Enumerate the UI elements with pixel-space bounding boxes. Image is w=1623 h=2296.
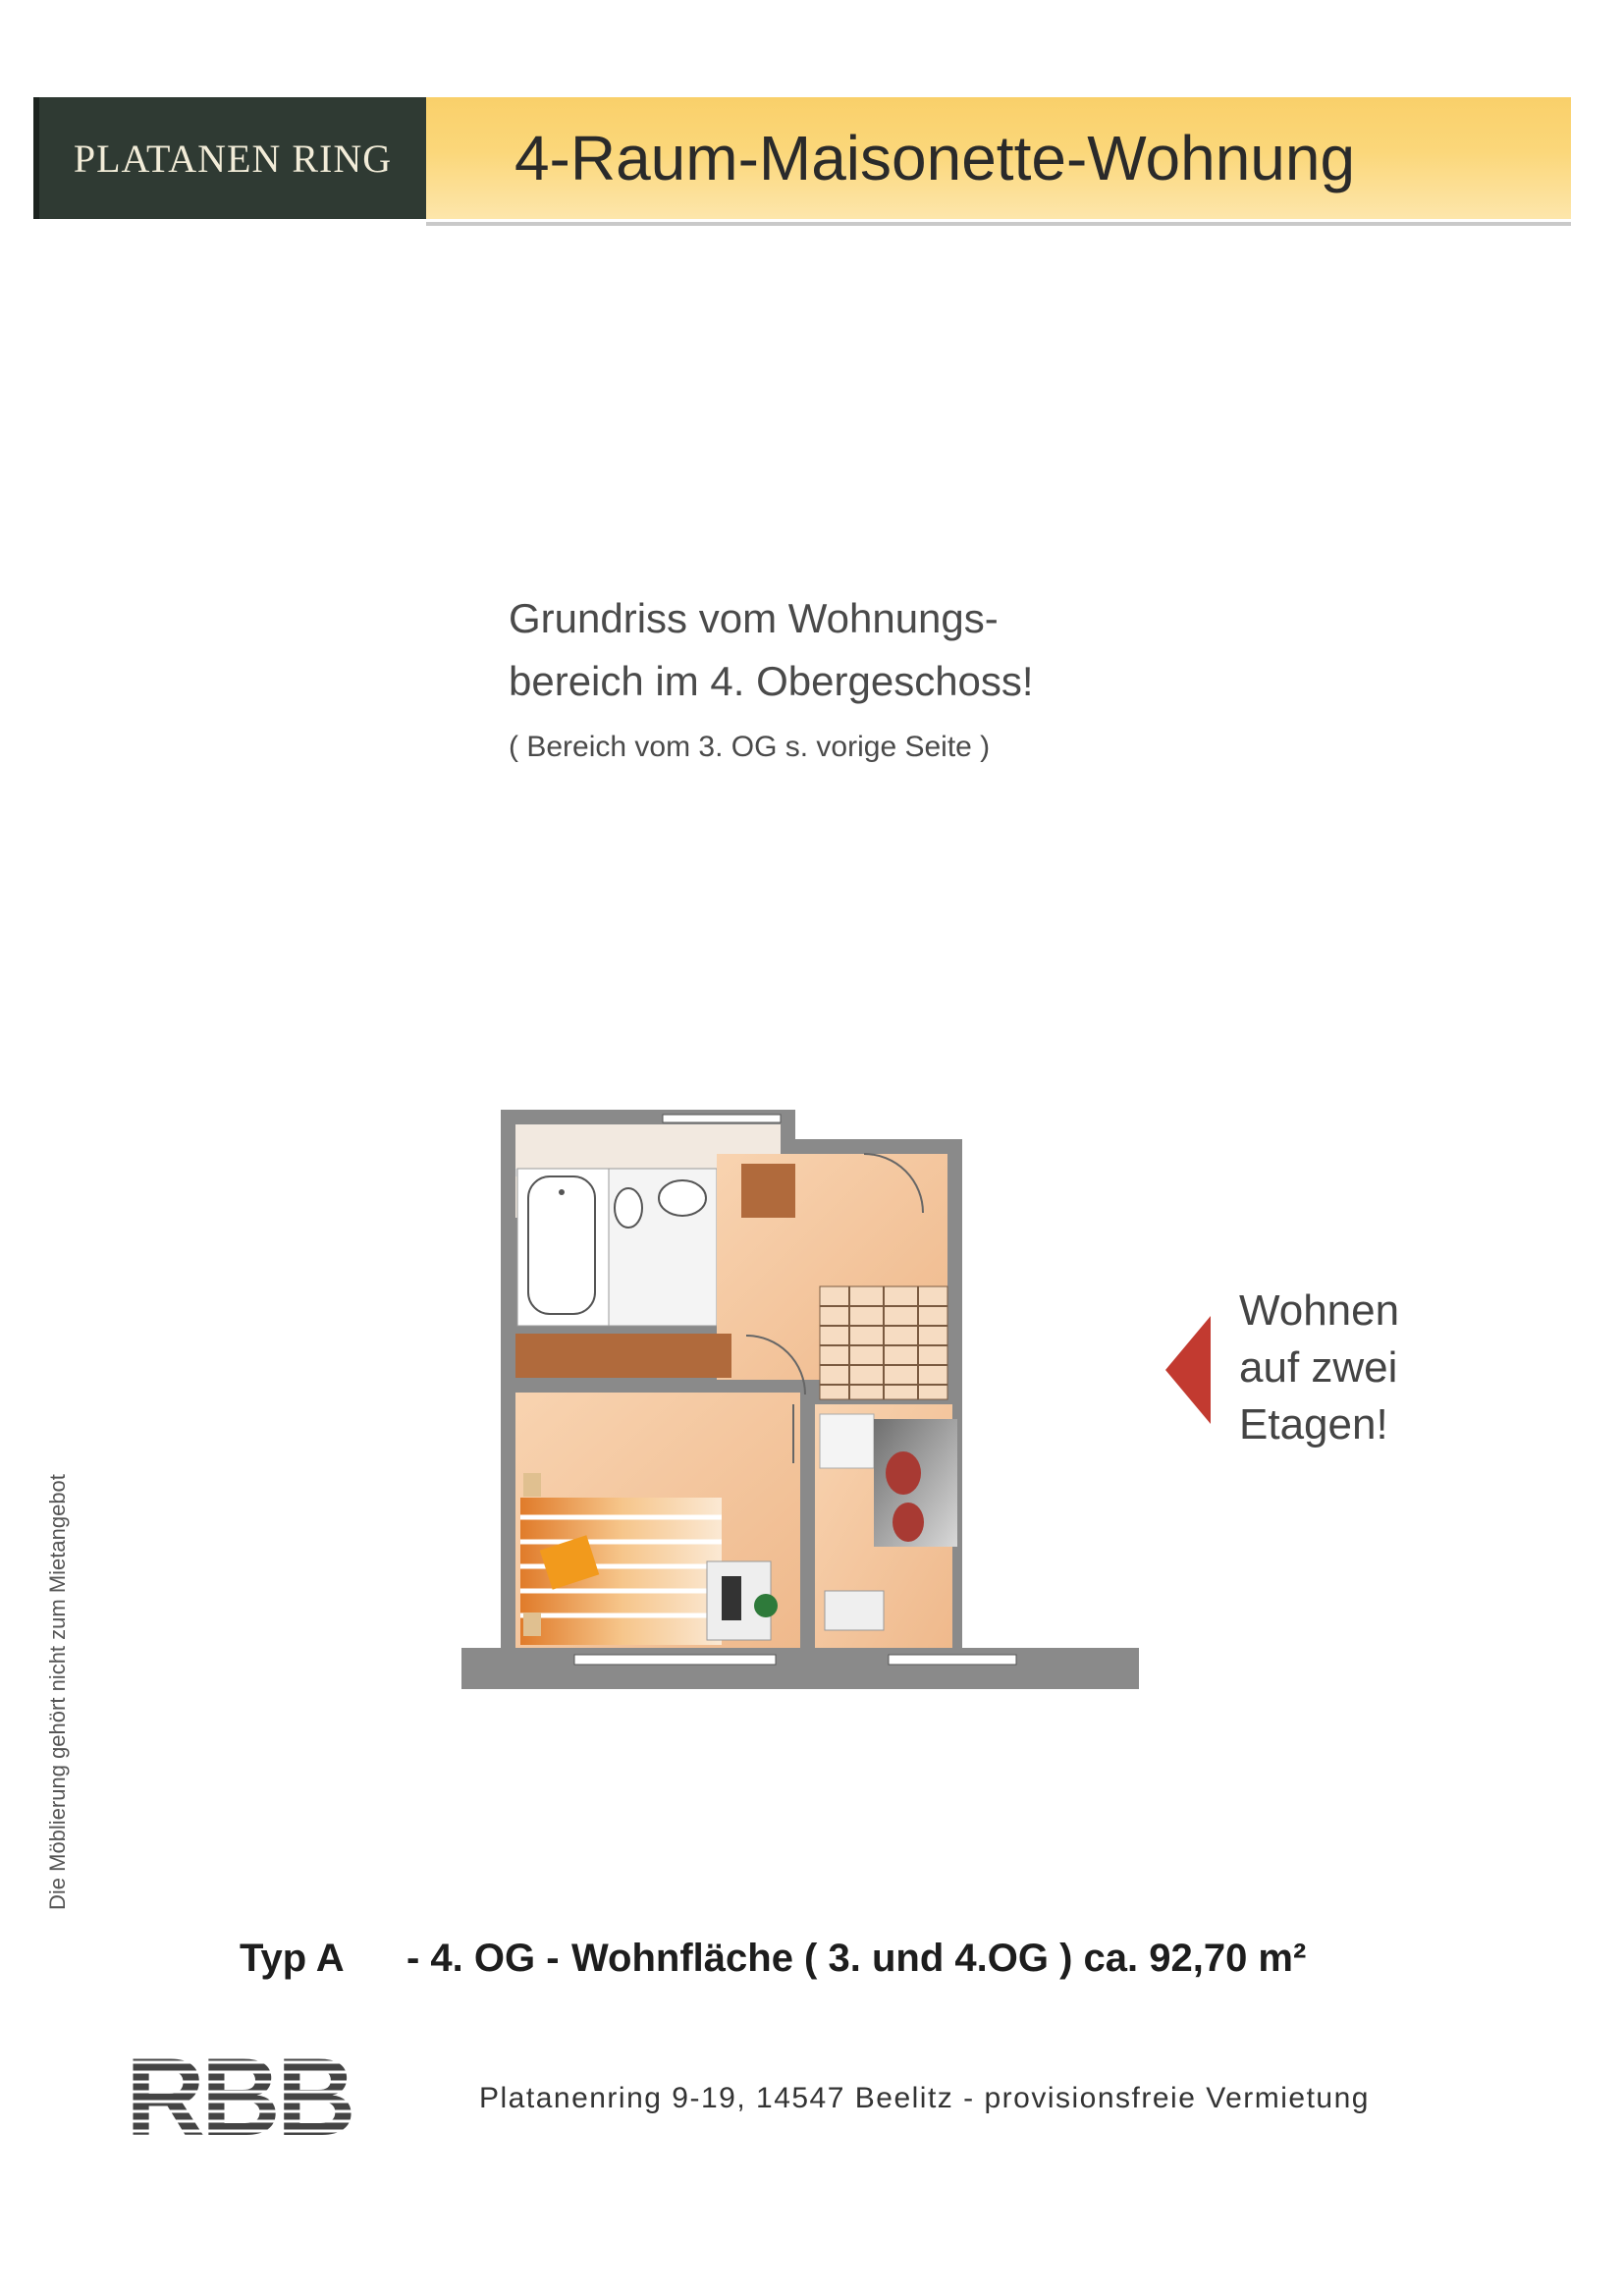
footer-address: Platanenring 9-19, 14547 Beelitz - provisionsfreie Vermietung [479, 2082, 1370, 2114]
apartment-type: Typ A [240, 1937, 345, 1980]
header-title-bar [426, 97, 1571, 219]
logo-text [39, 97, 426, 219]
page-title: 4-Raum-Maisonette-Wohnung [514, 123, 1356, 193]
callout-line-3: Etagen! [1239, 1400, 1388, 1449]
furnishing-disclaimer: Die Möblierung gehört nicht zum Mietangebot [45, 1474, 70, 1910]
platanen-ring-logo [33, 97, 426, 219]
intro-line-1: Grundriss vom Wohnungs- [509, 595, 999, 641]
callout-line-2: auf zwei [1239, 1343, 1398, 1392]
apartment-summary [0, 1937, 1623, 1995]
rbb-logo [126, 2049, 361, 2147]
header-divider [426, 222, 1571, 226]
floor-label: - 4. OG - [406, 1937, 560, 1980]
intro-line-3: ( Bereich vom 3. OG s. vorige Seite ) [509, 731, 991, 763]
logo-wordmark: PLATANEN RING [73, 136, 393, 181]
callout-line-1: Wohnen [1239, 1286, 1400, 1335]
bed [520, 1473, 722, 1645]
left-arrow-icon [1163, 1316, 1213, 1424]
floor-plan [461, 1110, 1149, 1797]
intro-line-2: bereich im 4. Obergeschoss! [509, 658, 1034, 704]
rbb-logo-text: RBB [126, 2049, 352, 2147]
living-area: Wohnfläche ( 3. und 4.OG ) ca. 92,70 m² [571, 1937, 1307, 1980]
